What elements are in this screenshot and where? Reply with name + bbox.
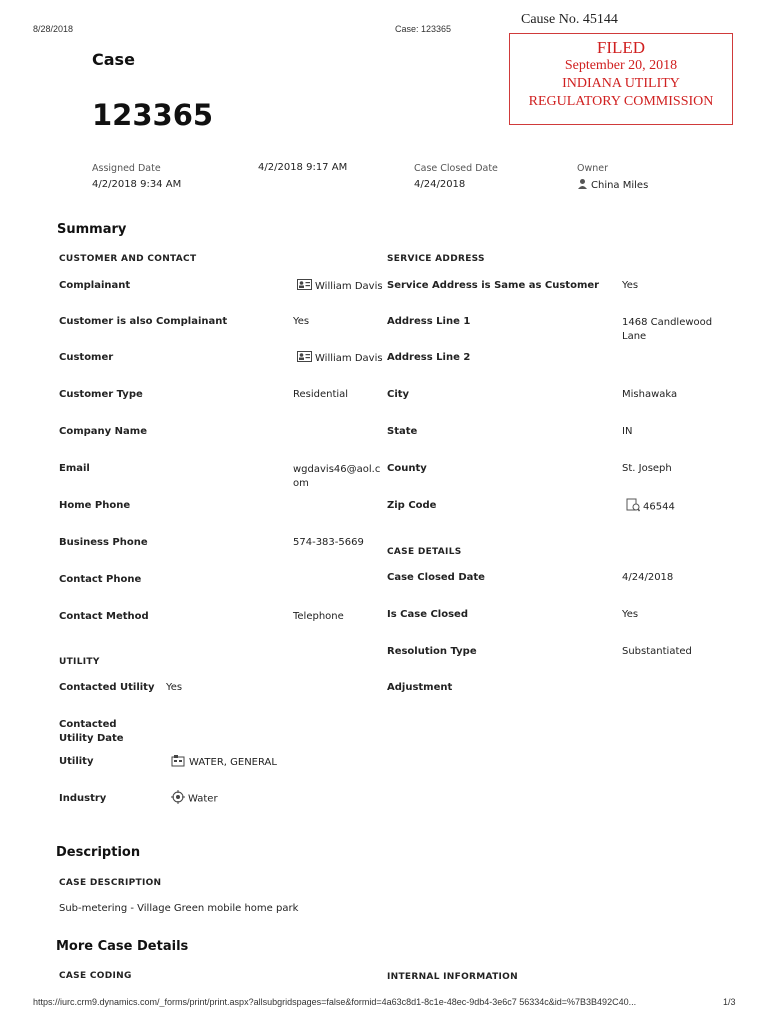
print-title: Case: 123365	[395, 24, 452, 34]
home-phone-label: Home Phone	[59, 500, 131, 511]
customer-type-value: Residential	[293, 389, 349, 400]
county-label: County	[387, 463, 427, 474]
customer-is-complainant-label: Customer is also Complainant	[59, 316, 228, 327]
city-label: City	[387, 389, 410, 400]
case-description-text: Sub-metering - Village Green mobile home park	[59, 903, 299, 914]
contact-method-label: Contact Method	[59, 611, 149, 622]
filed-date: September 20, 2018	[564, 58, 678, 73]
contacted-utility-date-label: Contacted Utility Date	[59, 719, 124, 744]
county-value: St. Joseph	[622, 463, 672, 474]
address-line1-label: Address Line 1	[387, 316, 471, 327]
case-closed-date-value: 4/24/2018	[622, 572, 674, 583]
contact-card-icon	[297, 279, 312, 293]
account-icon	[171, 754, 186, 770]
industry-value-wrap	[171, 790, 218, 807]
case-details-header: CASE DETAILS	[387, 547, 462, 557]
resolution-type-value: Substantiated	[622, 646, 692, 657]
address-line2-label: Address Line 2	[387, 352, 471, 363]
contact-method-value: Telephone	[293, 611, 344, 622]
state-value: IN	[622, 426, 633, 437]
category-icon	[171, 790, 185, 807]
summary-title: Summary	[57, 222, 127, 237]
owner-label: Owner	[577, 163, 609, 174]
owner-value-wrap	[577, 178, 648, 192]
is-case-closed-value: Yes	[622, 609, 639, 620]
zip-code-value-wrap	[626, 498, 675, 515]
industry-label: Industry	[59, 793, 107, 804]
closed-date-value: 4/24/2018	[414, 179, 466, 190]
business-phone-label: Business Phone	[59, 537, 148, 548]
assigned-date-label: Assigned Date	[92, 163, 161, 174]
closed-date-label: Case Closed Date	[414, 163, 498, 174]
user-icon	[577, 178, 588, 192]
utility-label: Utility	[59, 756, 94, 767]
service-same-value: Yes	[622, 280, 639, 291]
utility-value-wrap	[171, 754, 277, 770]
filed-stamp	[509, 33, 733, 125]
email-value[interactable]: wgdavis46@aol.com	[293, 464, 381, 489]
contact-card-icon	[297, 351, 312, 365]
customer-value[interactable]: William Davis	[315, 353, 383, 364]
utility-value[interactable]: WATER, GENERAL	[189, 757, 277, 768]
internal-information-header: INTERNAL INFORMATION	[387, 972, 518, 982]
description-title: Description	[56, 845, 141, 860]
email-label: Email	[59, 463, 90, 474]
customer-value-wrap	[297, 351, 383, 365]
created-on-value: 4/2/2018 9:17 AM	[258, 162, 348, 173]
zip-code-label: Zip Code	[387, 500, 437, 511]
page-number: 1/3	[723, 997, 736, 1007]
complainant-value[interactable]: William Davis	[315, 281, 383, 292]
complainant-value-wrap	[297, 279, 383, 293]
is-case-closed-label: Is Case Closed	[387, 609, 468, 620]
cause-number: Cause No. 45144	[521, 12, 618, 27]
filed-agency-2: REGULATORY COMMISSION	[528, 94, 714, 109]
resolution-type-label: Resolution Type	[387, 646, 477, 657]
assigned-date-value: 4/2/2018 9:34 AM	[92, 179, 182, 190]
customer-type-label: Customer Type	[59, 389, 143, 400]
case-coding-header: CASE CODING	[59, 971, 132, 981]
customer-contact-header: CUSTOMER AND CONTACT	[59, 254, 197, 264]
filed-label: FILED	[596, 38, 646, 57]
state-label: State	[387, 426, 418, 437]
contact-phone-label: Contact Phone	[59, 574, 142, 585]
city-value: Mishawaka	[622, 389, 678, 400]
contacted-utility-value: Yes	[166, 682, 183, 693]
industry-value[interactable]: Water	[188, 793, 218, 805]
customer-is-complainant-value: Yes	[293, 316, 310, 327]
complainant-label: Complainant	[59, 280, 131, 291]
adjustment-label: Adjustment	[387, 682, 453, 693]
contacted-utility-label: Contacted Utility	[59, 682, 155, 693]
service-same-label: Service Address is Same as Customer	[387, 280, 600, 291]
service-address-header: SERVICE ADDRESS	[387, 254, 485, 264]
print-date: 8/28/2018	[33, 24, 74, 34]
owner-value: China Miles	[591, 180, 649, 191]
map-pin-icon	[626, 498, 640, 515]
utility-header: UTILITY	[59, 657, 100, 667]
filed-agency-1: INDIANA UTILITY	[562, 76, 680, 91]
case-number: 123365	[92, 98, 214, 132]
company-name-label: Company Name	[59, 426, 147, 437]
customer-label: Customer	[59, 352, 114, 363]
business-phone-value: 574-383-5669	[293, 537, 364, 548]
address-line1-value: 1468 Candlewood Lane	[622, 317, 713, 342]
case-closed-date-label: Case Closed Date	[387, 572, 485, 583]
case-label: Case	[92, 50, 135, 69]
footer-url: https://iurc.crm9.dynamics.com/_forms/print/print.aspx?allsubgridspages=false&formid=4a63c8d1-8c1e-48ec-9db4-3e6c7 56334c&id=%7B3B492C40...	[33, 997, 637, 1007]
more-case-details-title: More Case Details	[56, 939, 189, 954]
zip-code-value[interactable]: 46544	[643, 501, 675, 513]
case-description-header: CASE DESCRIPTION	[59, 878, 162, 888]
